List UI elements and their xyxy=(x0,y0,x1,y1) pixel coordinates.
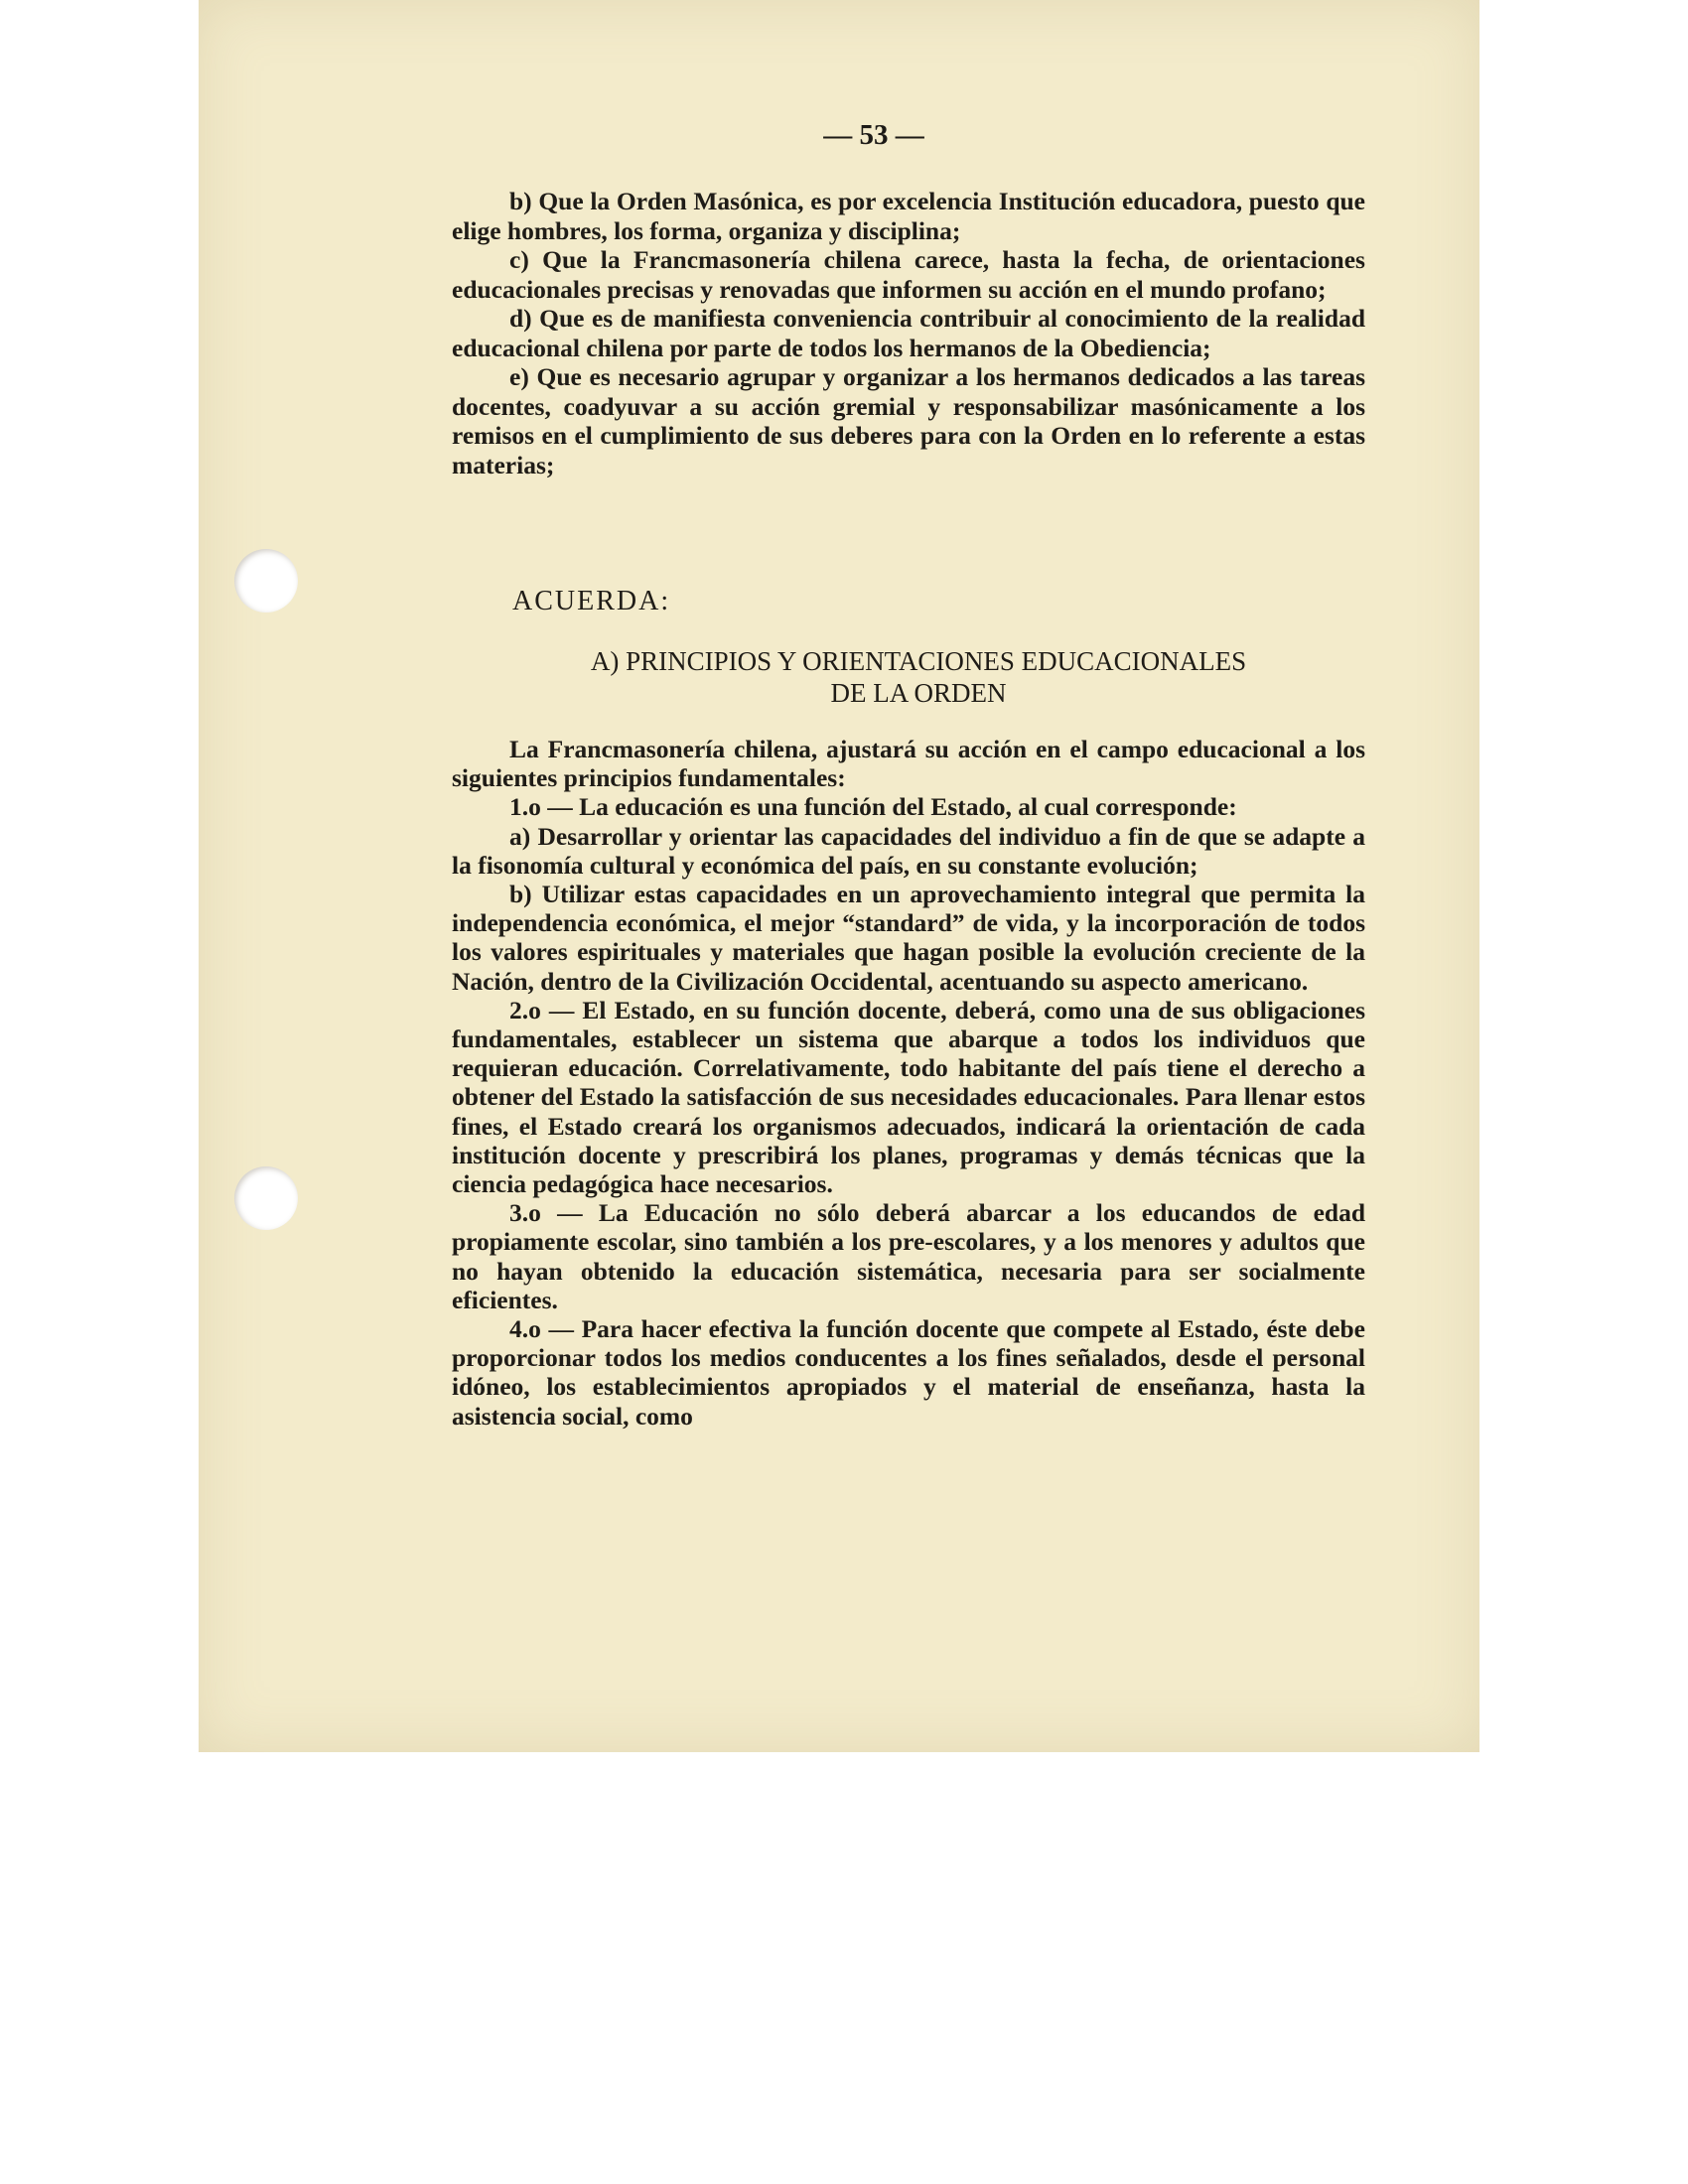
paragraph: b) Que la Orden Masónica, es por excelencia Institución educadora, puesto que elige hombres, los forma, organiza y disciplina; xyxy=(452,187,1365,245)
paragraph: a) Desarrollar y orientar las capacidades del individuo a fin de que se adapte a la fisonomía cultural y económica del país, en su constante evolución; xyxy=(452,821,1365,880)
punch-hole xyxy=(234,549,298,613)
paragraph: 3.o — La Educación no sólo deberá abarcar a los educandos de edad propiamente escolar, sino también a los pre-escolares, y a los menores y adultos que no hayan obtenido la educación sistemática, necesaria para ser socialmente eficientes. xyxy=(452,1198,1365,1314)
page-number: — 53 — xyxy=(823,119,924,151)
considerandos xyxy=(452,187,1365,479)
paragraph: e) Que es necesario agrupar y organizar a los hermanos dedicados a las tareas docentes, coadyuvar a su acción gremial y responsabilizar masónicamente a los remisos en el cumplimiento de sus deberes para con la Orden en lo referente a estas materias; xyxy=(452,362,1365,479)
acuerda-heading: ACUERDA: xyxy=(512,586,671,616)
paragraph: 4.o — Para hacer efectiva la función docente que compete al Estado, éste debe proporcionar todos los medios conducentes a los fines señalados, desde el personal idóneo, los establecimientos apropiados y el material de enseñanza, hasta la asistencia social, como xyxy=(452,1314,1365,1431)
paragraph: La Francmasonería chilena, ajustará su acción en el campo educacional a los siguientes principios fundamentales: xyxy=(452,735,1365,793)
paragraph: c) Que la Francmasonería chilena carece, hasta la fecha, de orientaciones educacionales precisas y renovadas que informen su acción en el mundo profano; xyxy=(452,245,1365,304)
punch-hole xyxy=(234,1166,298,1230)
principles xyxy=(452,735,1365,1431)
section-heading-line: DE LA ORDEN xyxy=(830,678,1007,708)
section-heading-line: A) PRINCIPIOS Y ORIENTACIONES EDUCACIONALES xyxy=(590,646,1247,676)
paragraph: b) Utilizar estas capacidades en un aprovechamiento integral que permita la independencia económica, el mejor “standard” de vida, y la incorporación de todos los valores espirituales y materiales que hagan posible la evolución creciente de la Nación, dentro de la Civilización Occidental, acentuando su aspecto americano. xyxy=(452,880,1365,996)
section-heading xyxy=(452,645,1365,709)
paragraph: d) Que es de manifiesta conveniencia contribuir al conocimiento de la realidad educacional chilena por parte de todos los hermanos de la Obediencia; xyxy=(452,304,1365,362)
paragraph: 1.o — La educación es una función del Estado, al cual corresponde: xyxy=(509,792,1237,822)
paragraph: 2.o — El Estado, en su función docente, deberá, como una de sus obligaciones fundamentales, establecer un sistema que abarque a todos los individuos que requieran educación. Correlativamente, todo habitante del país tiene el derecho a obtener del Estado la satisfacción de sus necesidades educacionales. Para llenar estos fines, el Estado creará los organismos adecuados, indicará la orientación de cada institución docente y prescribirá los planes, programas y demás técnicas que la ciencia pedagógica hace necesarios. xyxy=(452,995,1365,1199)
